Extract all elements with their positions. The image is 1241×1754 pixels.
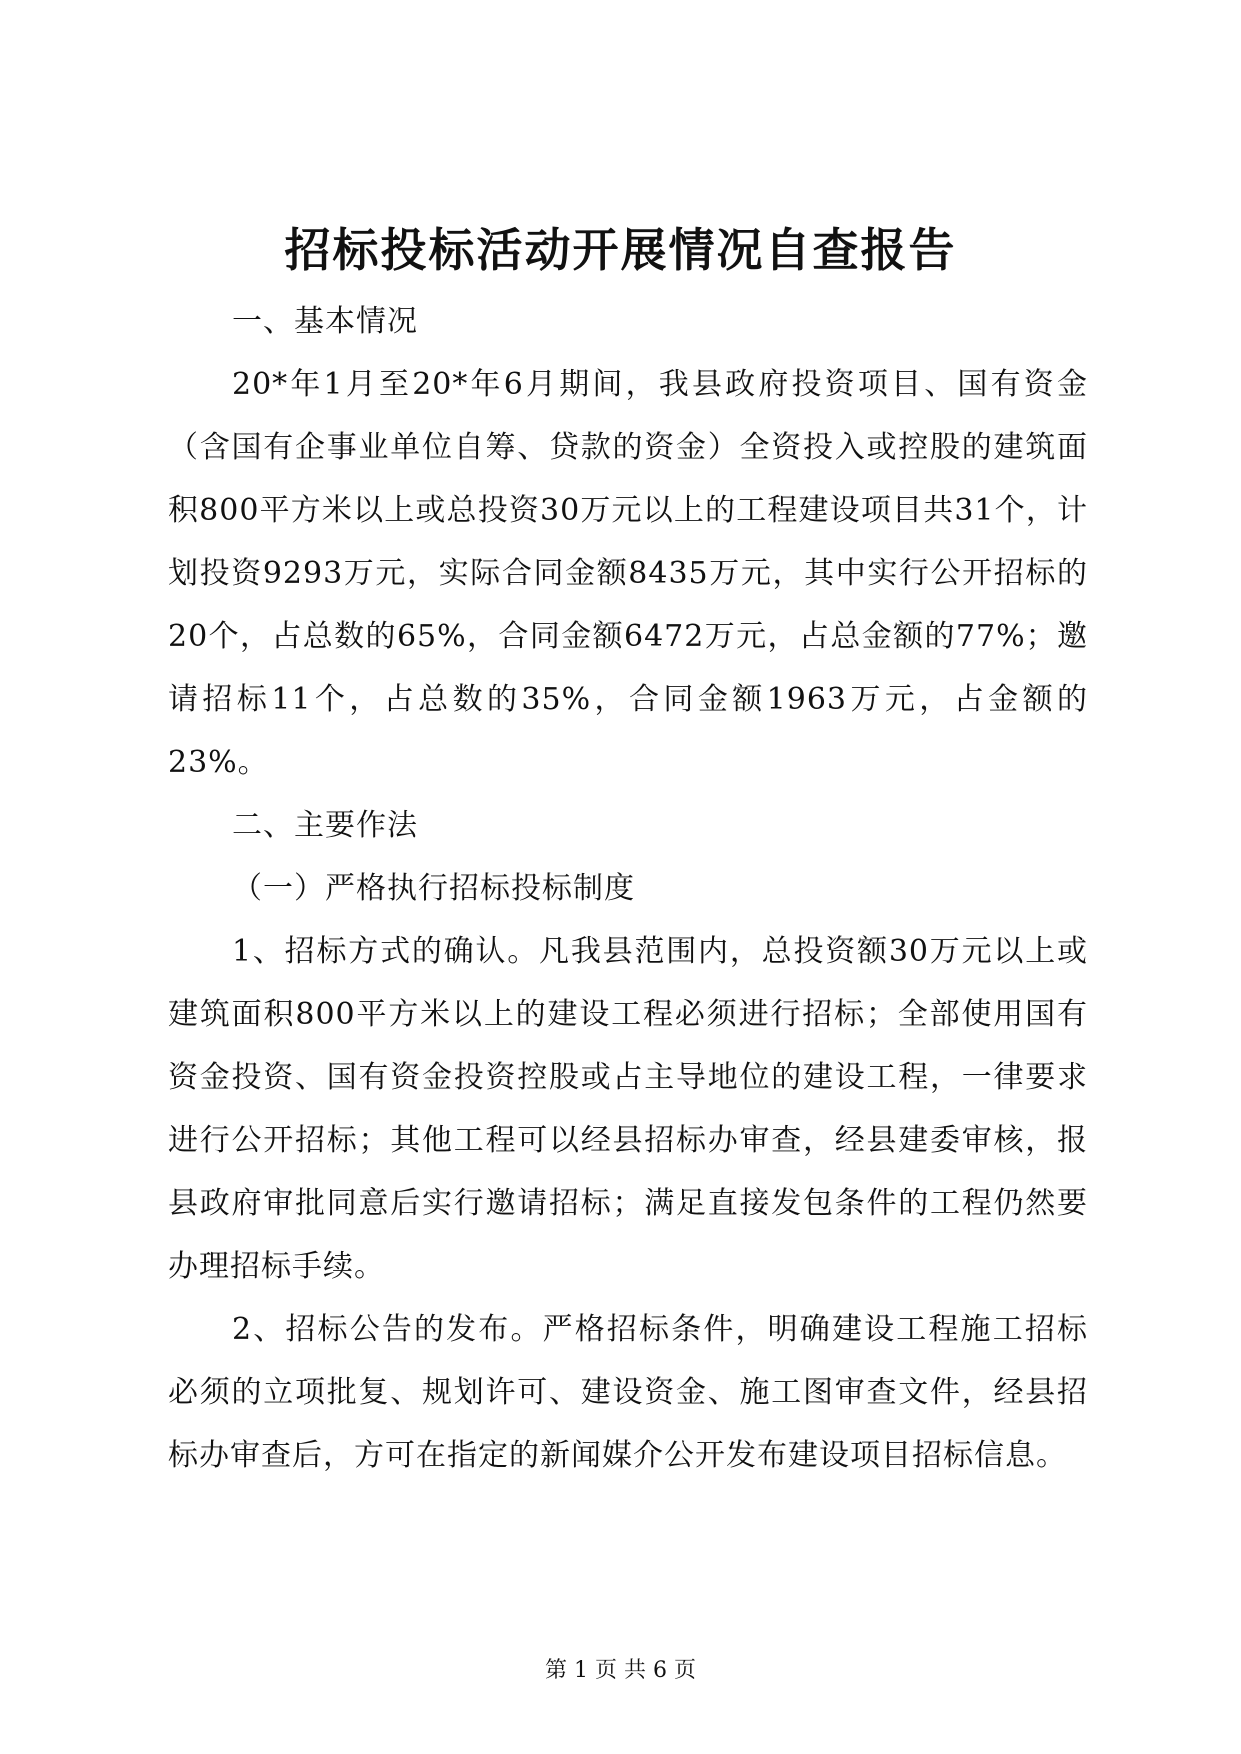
document-title: 招标投标活动开展情况自查报告 [284,223,957,277]
document-body [168,290,1088,1487]
paragraph-basic-situation: 20*年1月至20*年6月期间，我县政府投资项目、国有资金（含国有企事业单位自筹、贷款的资金）全资投入或控股的建筑面积800平方米以上或总投资30万元以上的工程建设项目共31个，计划投资9293万元，实际合同金额8435万元，其中实行公开招标的20个，占总数的65%，合同金额6472万元，占总金额的77%；邀请招标11个，占总数的35%，合同金额1963万元，占金额的23%。 [168,367,1088,780]
paragraph-bidding-announcement: 2、招标公告的发布。严格招标条件，明确建设工程施工招标必须的立项批复、规划许可、建设资金、施工图审查文件，经县招标办审查后，方可在指定的新闻媒介公开发布建设项目招标信息。 [168,1312,1088,1473]
section-heading-basic-situation: 一、基本情况 [232,304,418,339]
section-heading-main-methods: 二、主要作法 [232,808,418,843]
page-number-footer: 第 1 页 共 6 页 [545,1658,696,1683]
subsection-heading-strict-bidding: （一）严格执行招标投标制度 [232,871,635,906]
paragraph-bidding-method: 1、招标方式的确认。凡我县范围内，总投资额30万元以上或建筑面积800平方米以上的建设工程必须进行招标；全部使用国有资金投资、国有资金投资控股或占主导地位的建设工程，一律要求进行公开招标；其他工程可以经县招标办审查，经县建委审核，报县政府审批同意后实行邀请招标；满足直接发包条件的工程仍然要办理招标手续。 [168,934,1088,1284]
